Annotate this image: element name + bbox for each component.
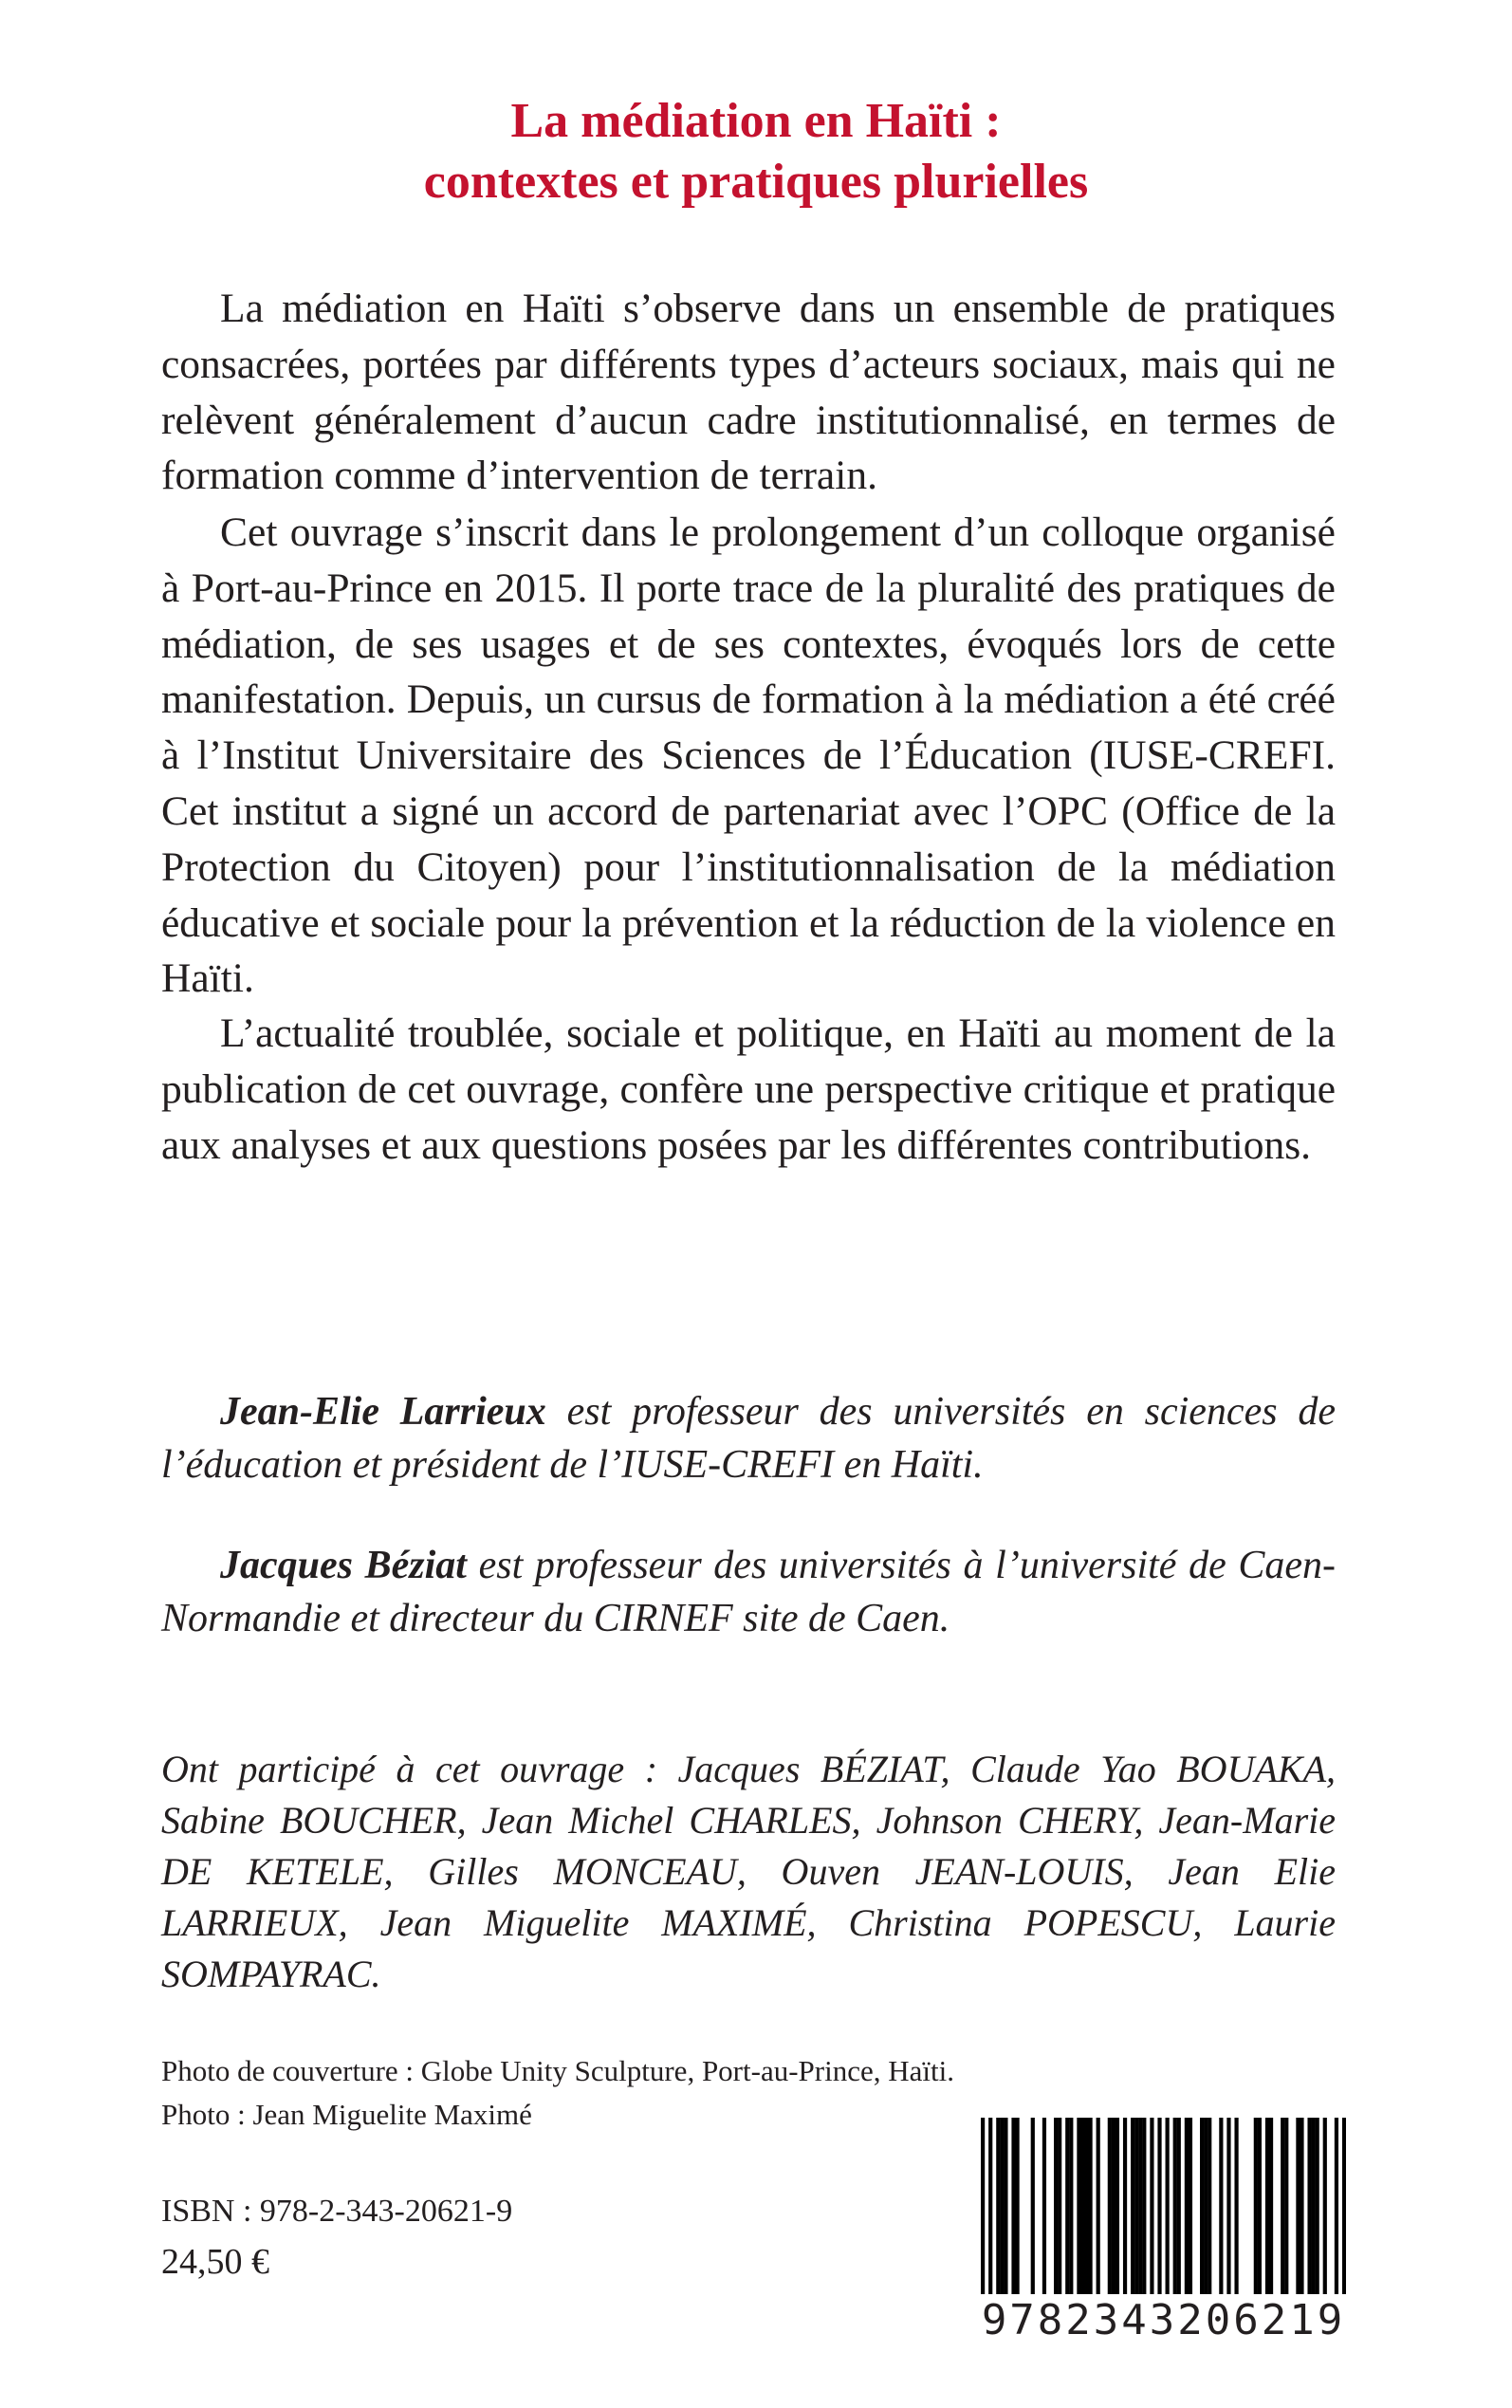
barcode-bar — [1088, 2118, 1092, 2303]
barcode-bar — [1177, 2118, 1181, 2303]
barcode-bar — [1011, 2118, 1015, 2303]
barcode-bar — [1134, 2118, 1138, 2303]
summary-paragraph-2: Cet ouvrage s’inscrit dans le prolongement d’un colloque organisé à Port-au-Prince en 2015. Il porte trace de la pluralité des pratiques de médiation, de ses usages et de ses contextes, évoqués lors de cette manifestation. Depuis, un cursus de formation à la médiation a été créé à l’Institut Universitaire des Sciences de l’Éducation (IUSE-CREFI. Cet institut a signé un accord de partenariat avec l’OPC (Office de la Protection du Citoyen) pour l’institutionnalisation de la médiation éducative et sociale pour la prévention et la réduction de la violence en Haïti. — [161, 509, 1336, 1002]
barcode-bar — [988, 2118, 992, 2303]
barcode-bar — [1108, 2118, 1112, 2303]
barcode-bar — [1204, 2118, 1208, 2303]
author-bio-text-1: est professeur des universités en sciences de l’éducation et président de l’IUSE-CREFI en Haïti. — [161, 1390, 1337, 1487]
summary-paragraph-3: L’actualité troublée, sociale et politique, en Haïti au moment de la publication de cet ouvrage, confère une perspective critique et pratique aux analyses et aux questions posées par les différentes contributions. — [161, 1010, 1336, 1168]
barcode-bar — [1123, 2118, 1127, 2303]
barcode-digits: 9782343206219 — [981, 2294, 1346, 2347]
book-title — [0, 91, 1512, 213]
barcode-bar — [1031, 2118, 1035, 2303]
barcode-bar — [1138, 2118, 1142, 2303]
barcode-bar — [1042, 2118, 1046, 2303]
price: 24,50 € — [161, 2242, 269, 2282]
barcode-bar — [1219, 2118, 1223, 2303]
barcode-bar — [1185, 2118, 1189, 2303]
barcode-bar — [1284, 2118, 1288, 2303]
barcode-bar — [1058, 2118, 1061, 2303]
barcode-bar — [1335, 2118, 1338, 2303]
author-name-2: Jacques Béziat — [220, 1544, 467, 1587]
barcode-bar — [1116, 2118, 1119, 2303]
isbn: ISBN : 978-2-343-20621-9 — [161, 2194, 513, 2229]
author-bio-1 — [161, 1385, 1336, 1491]
barcode-bar — [1069, 2118, 1073, 2303]
barcode-bar — [1173, 2118, 1177, 2303]
barcode-bar — [1234, 2118, 1238, 2303]
barcode-bar — [1166, 2118, 1170, 2303]
barcode-bar — [1150, 2118, 1153, 2303]
barcode-bar — [1080, 2118, 1084, 2303]
author-bio-2 — [161, 1539, 1336, 1645]
barcode-bar — [1000, 2118, 1004, 2303]
barcode-bar — [1131, 2118, 1134, 2303]
author-name-1: Jean-Elie Larrieux — [220, 1390, 546, 1434]
barcode-bar — [1226, 2118, 1230, 2303]
barcode-bar — [981, 2118, 985, 2303]
barcode-bar — [1015, 2118, 1019, 2303]
barcode-bar — [1307, 2118, 1311, 2303]
title-line-1: La médiation en Haïti : — [510, 94, 1002, 148]
barcode-bar — [1254, 2118, 1258, 2303]
barcode-bar — [1300, 2118, 1303, 2303]
photo-credit: Photo : Jean Miguelite Maximé — [161, 2098, 532, 2131]
summary-paragraph-1: La médiation en Haïti s’observe dans un ensemble de pratiques consacrées, portées par différents types d’acteurs sociaux, mais qui ne relèvent généralement d’aucun cadre institutionnalisé, en termes de formation comme d’intervention de terrain. — [161, 286, 1336, 499]
barcode-bar — [1296, 2118, 1300, 2303]
title-line-2: contextes et pratiques plurielles — [423, 155, 1089, 209]
barcode-bar — [1323, 2118, 1327, 2303]
barcode-bar — [1054, 2118, 1058, 2303]
barcode-bar — [1142, 2118, 1146, 2303]
barcode-bar — [1258, 2118, 1262, 2303]
barcode-bars — [981, 2118, 1346, 2303]
author-bio-text-2: est professeur des universités à l’université de Caen-Normandie et directeur du CIRNEF site de Caen. — [161, 1544, 1336, 1640]
barcode-bar — [1112, 2118, 1116, 2303]
barcode-bar — [1157, 2118, 1161, 2303]
cover-photo-credit: Photo de couverture : Globe Unity Sculpture, Port-au-Prince, Haïti. — [161, 2054, 954, 2087]
barcode-bar — [1189, 2118, 1192, 2303]
barcode-bar — [1312, 2118, 1316, 2303]
barcode-bar — [1342, 2118, 1346, 2303]
barcode-bar — [1097, 2118, 1100, 2303]
barcode-bar — [1281, 2118, 1284, 2303]
barcode-bar — [996, 2118, 1000, 2303]
barcode-bar — [1077, 2118, 1080, 2303]
barcode-bar — [1265, 2118, 1269, 2303]
barcode-bar — [1200, 2118, 1204, 2303]
barcode-bar — [1065, 2118, 1069, 2303]
barcode-bar — [1316, 2118, 1319, 2303]
barcode-bar — [1208, 2118, 1211, 2303]
barcode-bar — [1004, 2118, 1007, 2303]
barcode-bar — [1084, 2118, 1088, 2303]
barcode — [981, 2118, 1346, 2355]
photo-credits — [161, 2049, 1015, 2137]
barcode-bar — [1269, 2118, 1273, 2303]
contributors-list: Ont participé à cet ouvrage : Jacques BÉZIAT, Claude Yao BOUAKA, Sabine BOUCHER, Jean Michel CHARLES, Johnson CHERY, Jean-Marie DE KETELE, Gilles MONCEAU, Ouven JEAN-LOUIS, Jean Elie LARRIEUX, Jean Miguelite MAXIMÉ, Christina POPESCU, Laurie SOMPAYRAC. — [161, 1748, 1336, 1995]
